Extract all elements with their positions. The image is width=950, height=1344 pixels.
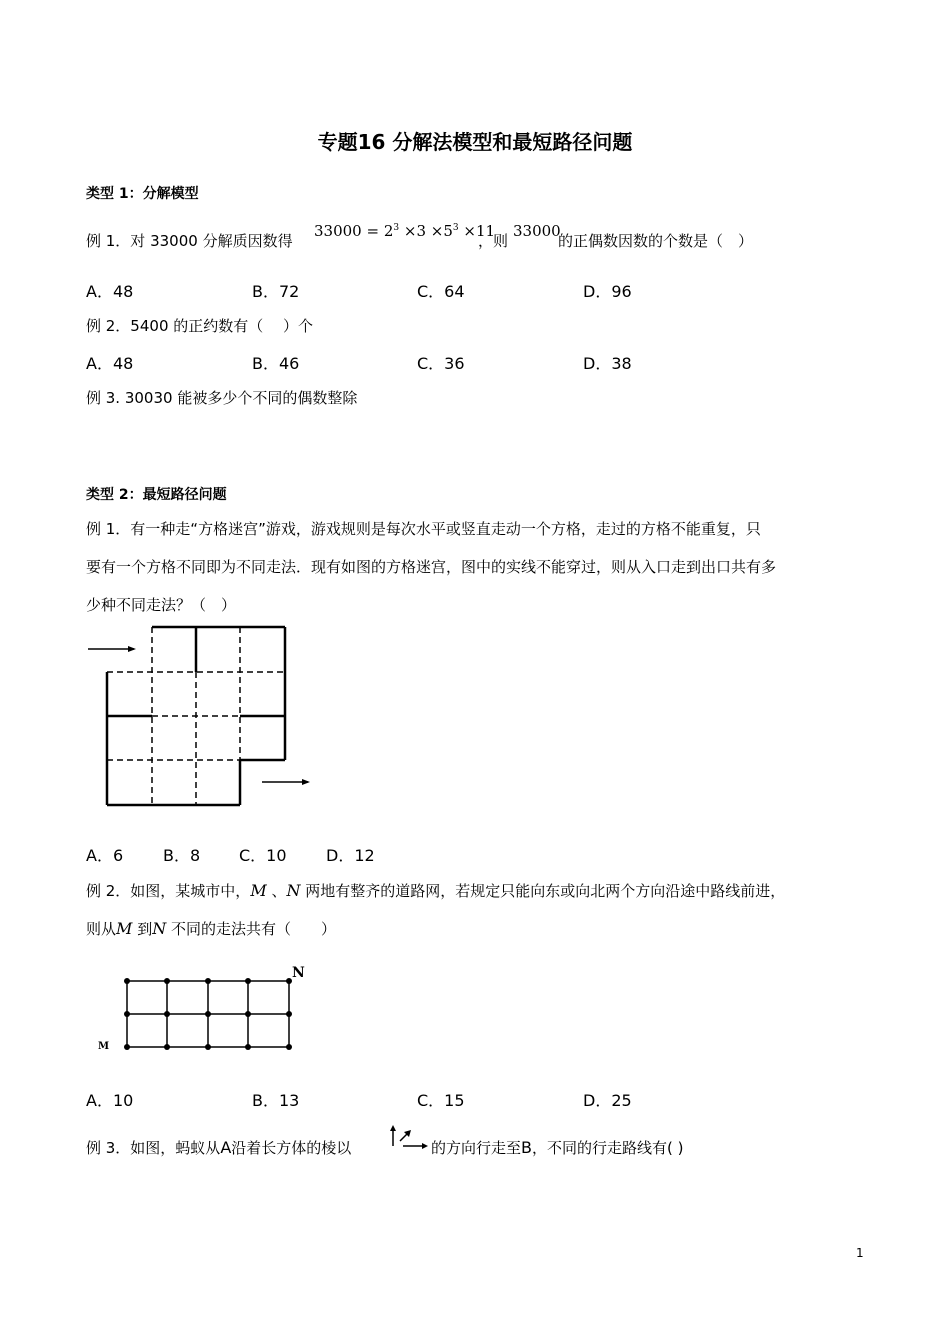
problem-1-line-2: 要有一个方格不同即为不同走法．现有如图的方格迷宫，图中的实线不能穿过，则从入口走到出口共有多	[86, 558, 777, 576]
p1-option-a: A．6	[86, 846, 124, 865]
equation-middle-1: ×3 ×5	[399, 222, 453, 240]
grid-label-m: M	[98, 1041, 110, 1052]
p2-option-d: D．25	[583, 1091, 632, 1110]
grid-label-n: N	[292, 965, 305, 981]
p1-option-d: D．12	[326, 846, 375, 865]
example-1-prefix: 例 1．对 33000 分解质因数得	[86, 232, 293, 250]
problem-3-along: 沿着长方体的棱以	[231, 1139, 352, 1157]
section-heading-1: 类型 1：分解模型	[86, 186, 199, 202]
ex1-option-b: B．72	[252, 282, 300, 301]
example-3-text: 例 3. 30030 能被多少个不同的偶数整除	[86, 389, 358, 407]
problem-1-line-3: 少种不同走法？（ ）	[86, 596, 237, 614]
point-a: A	[220, 1138, 232, 1157]
to-label: 到	[137, 920, 153, 938]
problem-3-intro: 例 3．如图，蚂蚁从	[86, 1139, 221, 1157]
p2-option-c: C．15	[417, 1091, 465, 1110]
var-m: M	[250, 881, 267, 900]
var-n-2: N	[152, 919, 167, 938]
p2-option-b: B．13	[252, 1091, 300, 1110]
ex1-option-d: D．96	[583, 282, 632, 301]
equation-middle-2: ×11	[458, 222, 496, 240]
ex1-option-c: C．64	[417, 282, 465, 301]
problem-2-intro: 例 2．如图，某城市中，	[86, 882, 251, 900]
problem-1-line-1: 例 1．有一种走“方格迷宫”游戏，游戏规则是每次水平或竖直走动一个方格，走过的方格不能重复，只	[86, 520, 761, 538]
var-m-2: M	[116, 919, 133, 938]
problem-3-direction: 的方向行走至	[431, 1139, 522, 1157]
page-title: 专题16 分解法模型和最短路径问题	[317, 130, 633, 154]
section-heading-2: 类型 2：最短路径问题	[86, 487, 227, 503]
example-1-number: 33000	[513, 222, 561, 240]
p1-option-b: B．8	[163, 846, 201, 865]
example-2-text: 例 2．5400 的正约数有（ ）个	[86, 317, 314, 335]
problem-3-part-b	[431, 1137, 683, 1158]
equation-lhs: 33000 = 2	[314, 222, 394, 240]
from-label: 则从	[86, 920, 117, 938]
ex1-option-a: A．48	[86, 282, 134, 301]
ex2-option-b: B．46	[252, 354, 300, 373]
p2-option-a: A．10	[86, 1091, 134, 1110]
exponent-1: 3	[393, 223, 400, 233]
problem-2-desc: 两地有整齐的道路网，若规定只能向东或向北两个方向沿途中路线前进，	[305, 882, 786, 900]
ex2-option-a: A．48	[86, 354, 134, 373]
example-1-mid: ，则	[478, 232, 509, 250]
exponent-2: 3	[452, 223, 459, 233]
ex2-option-c: C．36	[417, 354, 465, 373]
problem-3-question: ，不同的行走路线有( )	[532, 1139, 684, 1157]
page-number: 1	[856, 1246, 864, 1260]
question-label: 不同的走法共有（ ）	[170, 920, 336, 938]
point-b: B	[521, 1138, 532, 1157]
var-n: N	[286, 881, 301, 900]
separator: 、	[271, 882, 287, 900]
ex2-option-d: D．38	[583, 354, 632, 373]
p1-option-c: C．10	[239, 846, 287, 865]
example-1-suffix: 的正偶数因数的个数是（ ）	[558, 232, 754, 250]
